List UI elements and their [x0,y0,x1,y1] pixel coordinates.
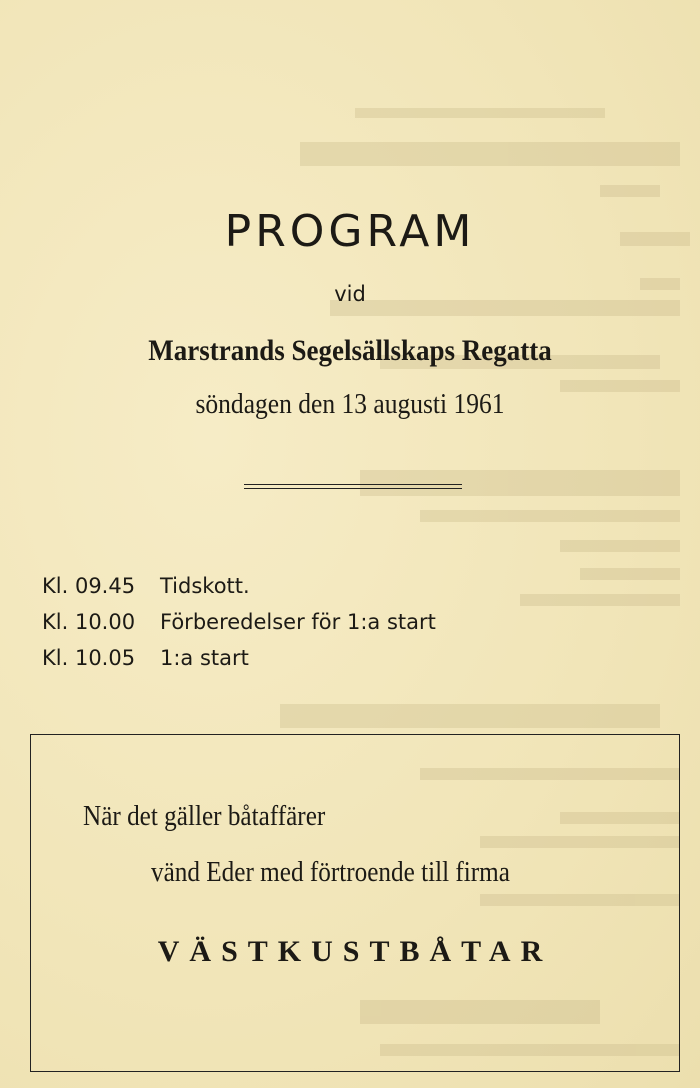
preposition-text: vid [334,282,366,306]
schedule-list [42,568,436,676]
page-title: PROGRAM [224,206,476,257]
schedule-time: Kl. 10.00 [42,610,136,634]
event-name: Marstrands Segelsällskaps Regatta [148,334,552,367]
schedule-row [42,640,436,676]
schedule-item: Förberedelser för 1:a start [160,610,436,634]
schedule-row [42,568,436,604]
schedule-item: 1:a start [160,646,249,670]
double-rule-divider [244,484,462,489]
schedule-time: Kl. 10.05 [42,646,136,670]
schedule-time: Kl. 09.45 [42,574,136,598]
event-date: söndagen den 13 augusti 1961 [195,388,505,420]
ad-line-1: När det gäller båtaffärer [83,801,326,832]
schedule-row [42,604,436,640]
advertisement-box [30,734,680,1072]
ad-company-name: VÄSTKUSTBÅTAR [157,935,553,968]
schedule-item: Tidskott. [160,574,250,598]
ad-line-2: vänd Eder med förtroende till firma [151,857,510,888]
